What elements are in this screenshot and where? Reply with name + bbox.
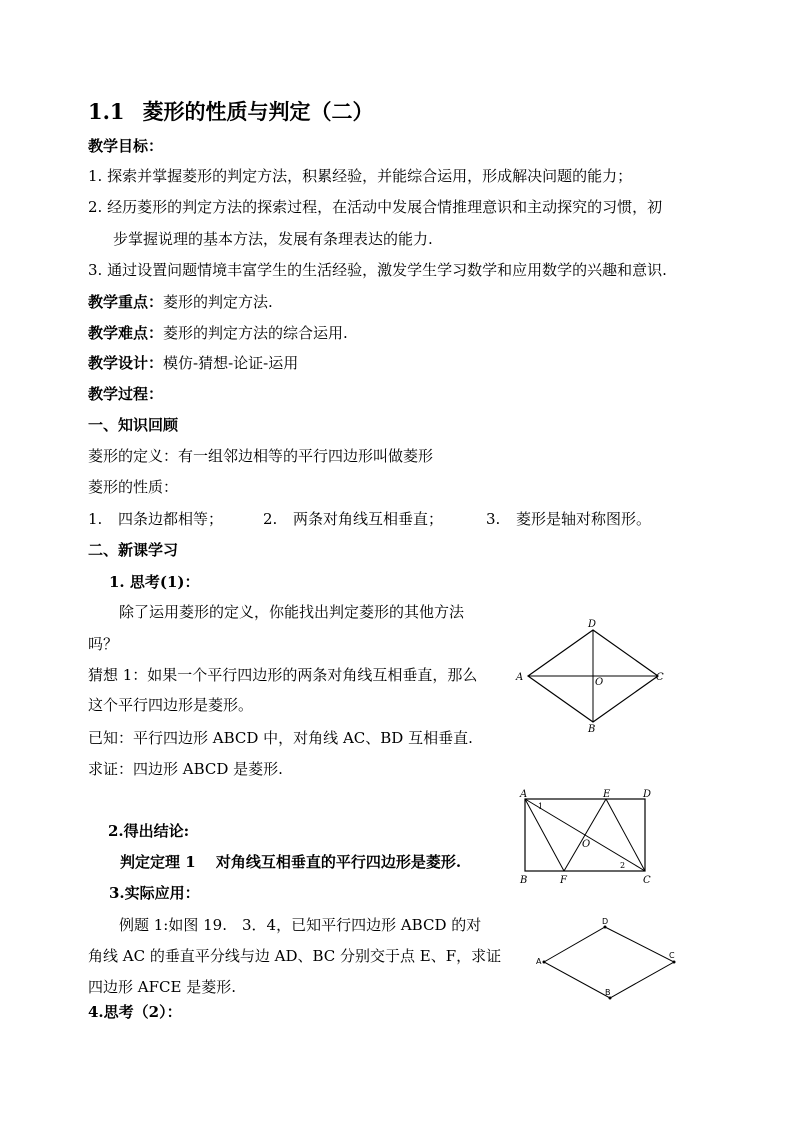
- design-text: 模仿-猜想-论证-运用: [163, 354, 299, 372]
- label-e: E: [603, 789, 611, 800]
- think-1-heading: 1. 思考(1)：: [109, 573, 200, 591]
- goal-item-2: 2. 经历菱形的判定方法的探索过程，在活动中发展合情推理意识和主动探究的习惯，初: [88, 198, 663, 216]
- segment-ec: [606, 799, 645, 871]
- label-d: D: [588, 619, 597, 630]
- property-1-num: 1.: [88, 510, 103, 528]
- property-3-text: 菱形是轴对称图形。: [516, 510, 652, 528]
- label-c: C: [669, 951, 675, 960]
- point-a: [543, 961, 546, 964]
- property-2-num: 2.: [263, 510, 278, 528]
- label-c: C: [643, 875, 651, 886]
- question-line-2: 吗？: [88, 635, 119, 653]
- page-title: [88, 96, 374, 126]
- goal-item-2-cont: 步掌握说理的基本方法，发展有条理表达的能力.: [113, 230, 433, 248]
- segment-ef: [564, 799, 606, 871]
- angle-2-label: 2: [620, 861, 626, 870]
- label-d: D: [643, 789, 652, 800]
- key-point-label: 教学重点：: [88, 293, 164, 311]
- guess-line-1: 猜想 1：如果一个平行四边形的两条对角线互相垂直，那么: [88, 666, 478, 684]
- conclusion-heading: 2.得出结论:: [108, 822, 190, 840]
- given-statement: 已知：平行四边形 ABCD 中，对角线 AC、BD 互相垂直.: [88, 729, 473, 747]
- goal-item-1: 1. 探索并掌握菱形的判定方法，积累经验，并能综合运用，形成解决问题的能力；: [88, 167, 633, 185]
- application-heading: 3.实际应用：: [109, 884, 200, 902]
- example-line-2: 角线 AC 的垂直平分线与边 AD、BC 分别交于点 E、F，求证: [88, 947, 502, 965]
- property-2-text: 两条对角线互相垂直；: [293, 510, 444, 528]
- think-2-heading: 4.思考（2）：: [88, 1003, 182, 1021]
- key-point: [88, 292, 273, 312]
- properties-list: [88, 509, 651, 529]
- label-o: O: [595, 677, 604, 688]
- new-lesson-heading: 二、新课学习: [88, 541, 179, 559]
- point-c: [673, 961, 676, 964]
- rhombus-figure: [510, 615, 675, 735]
- prove-statement: 求证：四边形 ABCD 是菱形.: [88, 760, 283, 778]
- review-heading: 一、知识回顾: [88, 416, 179, 434]
- goals-heading: 教学目标：: [88, 137, 164, 155]
- label-b: B: [520, 875, 528, 886]
- parallelogram-figure: [535, 915, 685, 1005]
- example-line-1: 例题 1:如图 19. 3．4，已知平行四边形 ABCD 的对: [119, 916, 482, 934]
- label-a: A: [520, 789, 528, 800]
- design-label: 教学设计：: [88, 354, 164, 372]
- example-line-3: 四边形 AFCE 是菱形.: [88, 978, 236, 996]
- label-c: C: [656, 672, 664, 683]
- label-a: A: [536, 957, 542, 966]
- rectangle-figure: [515, 786, 665, 888]
- guess-line-2: 这个平行四边形是菱形。: [88, 696, 254, 714]
- label-b: B: [605, 988, 611, 997]
- property-3-num: 3.: [486, 510, 501, 528]
- theorem-1: 判定定理 1 对角线互相垂直的平行四边形是菱形.: [120, 853, 462, 871]
- angle-1-label: 1: [538, 802, 544, 811]
- rhombus-definition: 菱形的定义：有一组邻边相等的平行四边形叫做菱形: [88, 447, 434, 465]
- difficulty-label: 教学难点：: [88, 324, 164, 342]
- label-d: D: [602, 917, 609, 926]
- label-b: B: [588, 724, 596, 735]
- label-f: F: [560, 875, 567, 886]
- properties-label: 菱形的性质：: [88, 478, 179, 496]
- design: [88, 353, 298, 373]
- process-heading: 教学过程：: [88, 385, 164, 403]
- difficulty-point: [88, 323, 348, 343]
- difficulty-text: 菱形的判定方法的综合运用.: [163, 324, 348, 342]
- label-a: A: [516, 672, 524, 683]
- question-line-1: 除了运用菱形的定义，你能找出判定菱形的其他方法: [119, 603, 465, 621]
- property-1-text: 四条边都相等；: [118, 510, 224, 528]
- label-o: O: [582, 839, 591, 850]
- section-title: 菱形的性质与判定（二）: [142, 99, 374, 124]
- segment-af: [525, 799, 564, 871]
- section-number: 1.1: [88, 99, 125, 124]
- goal-item-3: 3. 通过设置问题情境丰富学生的生活经验，激发学生学习数学和应用数学的兴趣和意识.: [88, 261, 667, 279]
- key-point-text: 菱形的判定方法.: [163, 293, 273, 311]
